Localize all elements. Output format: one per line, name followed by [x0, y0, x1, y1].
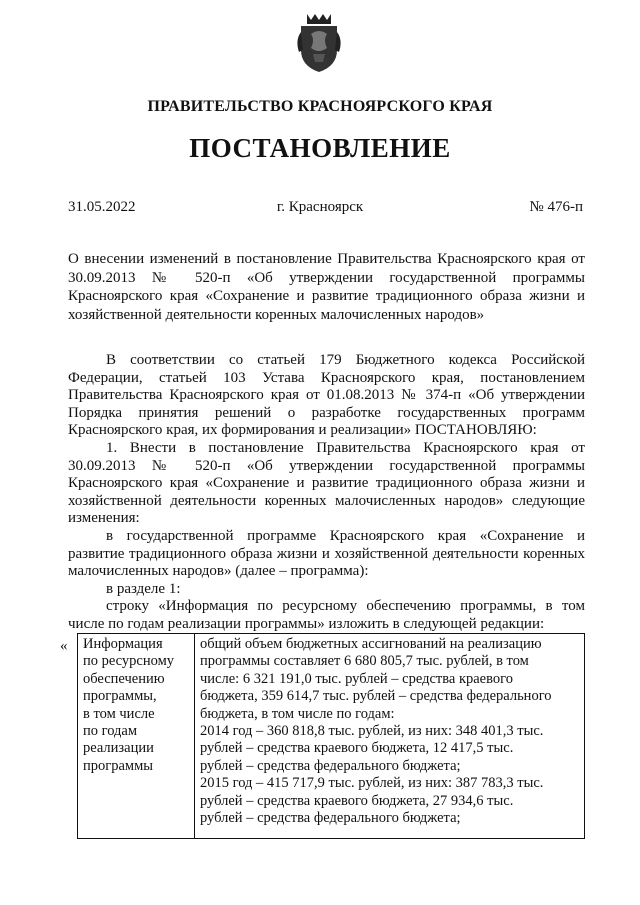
label-line: по годам [83, 723, 138, 740]
value-line: рублей – средства краевого бюджета, 12 417,5 тыс. [200, 740, 514, 757]
label-line: в том числе [83, 705, 155, 722]
value-line: общий объем бюджетных ассигнований на реализацию [200, 636, 542, 652]
label-line: программы, [83, 688, 157, 705]
value-line: числе: 6 321 191,0 тыс. рублей – средства краевого [200, 670, 513, 687]
item-1-paragraph: 1. Внести в постановление Правительства Красноярского края от 30.09.2013 № 520-п «Об утверждении государственной программы Красноярского края «Сохранение и развитие традиционного образа жизни и хозяйственной деятельности коренных малочисленных народов» следующие изменения: [68, 439, 585, 527]
document-city: г. Красноярск [276, 199, 364, 215]
value-line: рублей – средства федерального бюджета; [200, 810, 461, 827]
document-type-title: ПОСТАНОВЛЕНИЕ [189, 133, 451, 163]
label-line: Информация [83, 636, 163, 652]
document-number: № 476-п [529, 199, 583, 215]
preamble-paragraph: В соответствии со статьей 179 Бюджетного кодекса Российской Федерации, статьей 103 Устава Красноярского края, постановлением Правительства Красноярского края от 01.08.2013 № 374-п «Об утверждении Порядка принятия решений о разработке государственных программ Красноярского края, их формирования и реализации» ПОСТАНОВЛЯЮ: [68, 352, 585, 439]
value-line: бюджета, 359 614,7 тыс. рублей – средства федерального [200, 688, 552, 705]
government-title: ПРАВИТЕЛЬСТВО КРАСНОЯРСКОГО КРАЯ [147, 98, 493, 115]
value-line: рублей – средства краевого бюджета, 27 934,6 тыс. [200, 792, 514, 809]
value-line: программы составляет 6 680 805,7 тыс. рублей, в том [200, 653, 529, 670]
value-line: 2014 год – 360 818,8 тыс. рублей, из них: 348 401,3 тыс. [200, 723, 544, 740]
value-line: бюджета, в том числе по годам: [200, 705, 395, 722]
section-paragraph: в разделе 1: [106, 580, 181, 597]
row-value-cell [195, 634, 585, 839]
label-line: программы [83, 757, 153, 774]
label-line: по ресурсному [83, 653, 175, 670]
coat-of-arms-emblem [293, 10, 345, 74]
opening-quote-mark: « [60, 638, 68, 654]
program-paragraph: в государственной программе Красноярского края «Сохранение и развитие традиционного образа жизни и хозяйственной деятельности коренных малочисленных народов» (далее – программа): [68, 527, 585, 580]
label-line: обеспечению [83, 670, 165, 687]
table-row [78, 634, 585, 839]
row-label-cell [78, 634, 195, 839]
value-line: рублей – средства федерального бюджета; [200, 757, 461, 774]
value-line: 2015 год – 415 717,9 тыс. рублей, из них: 387 783,3 тыс. [200, 775, 544, 792]
document-date: 31.05.2022 [68, 199, 136, 215]
document-subject: О внесении изменений в постановление Правительства Красноярского края от 30.09.2013 № 520-п «Об утверждении государственной программы Красноярского края «Сохранение и развитие традиционного образа жизни и хозяйственной деятельности коренных малочисленных народов» [68, 251, 585, 323]
label-line: реализации [83, 740, 154, 757]
document-body [68, 352, 585, 634]
program-funding-table [77, 633, 585, 839]
row-instruction-paragraph: строку «Информация по ресурсному обеспечению программы, в том числе по годам реализации программы» изложить в следующей редакции: [68, 598, 585, 632]
